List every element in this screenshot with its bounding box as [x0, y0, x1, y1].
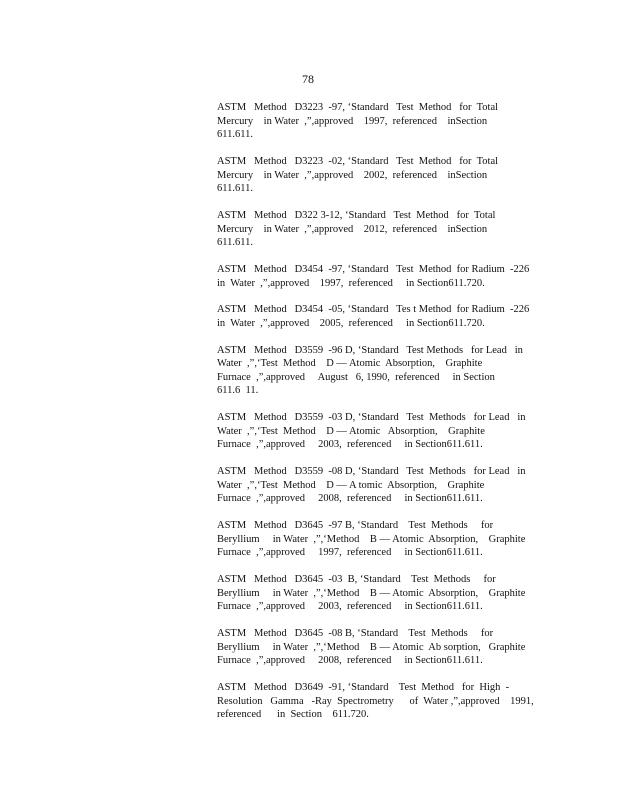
reference-line: Water ,”,‘Test Method D — A tomic Absorption, Graphite — [217, 479, 485, 491]
reference-entry — [217, 519, 545, 560]
reference-line: Beryllium in Water ,”,‘Method B — Atomic Ab sorption, Graphite — [217, 641, 526, 653]
reference-line: ASTM Method D3559 -03 D, ‘Standard Test Methods for Lead in — [217, 412, 526, 424]
reference-line: Beryllium in Water ,”,‘Method B — Atomic Absorption, Graphite — [217, 533, 526, 545]
reference-line: referenced in Section 611.720. — [217, 709, 369, 721]
reference-line: ASTM Method D3223 -02, ‘Standard Test Method for Total — [217, 155, 499, 167]
reference-entry — [217, 344, 545, 398]
reference-entry — [217, 573, 545, 614]
reference-entry — [217, 465, 545, 506]
reference-line: in Water ,”,approved 1997, referenced in Section611.720. — [217, 277, 485, 289]
reference-line: in Water ,”,approved 2005, referenced in Section611.720. — [217, 317, 485, 329]
reference-entry — [217, 155, 545, 196]
reference-line: Mercury in Water ,”,approved 2002, referenced inSection — [217, 169, 488, 181]
reference-line: ASTM Method D3559 -08 D, ‘Standard Test Methods for Lead in — [217, 466, 526, 478]
reference-entry — [217, 303, 545, 330]
reference-line: Mercury in Water ,”,approved 2012, referenced inSection — [217, 223, 488, 235]
reference-line: ASTM Method D3223 -97, ‘Standard Test Method for Total — [217, 102, 499, 113]
reference-line: ASTM Method D3454 -05, ‘Standard Tes t Method for Radium -226 — [217, 304, 530, 316]
reference-line: ASTM Method D3649 -91, ‘Standard Test Method for High - — [217, 682, 510, 694]
reference-line: Furnace ,”,approved 2003, referenced in Section611.611. — [217, 601, 483, 613]
page-number: 78 — [302, 72, 314, 86]
reference-line: Resolution Gamma -Ray Spectrometry of Water ,”,approved 1991, — [217, 695, 534, 707]
reference-line: ASTM Method D3454 -97, ‘Standard Test Method for Radium -226 — [217, 263, 530, 275]
reference-list — [217, 101, 545, 735]
reference-entry — [217, 627, 545, 668]
reference-entry — [217, 681, 545, 722]
reference-line: ASTM Method D3645 -97 B, ‘Standard Test Methods for — [217, 520, 494, 532]
reference-line: Furnace ,”,approved 1997, referenced in Section611.611. — [217, 547, 483, 559]
reference-line: Beryllium in Water ,”,‘Method B — Atomic Absorption, Graphite — [217, 587, 526, 599]
reference-line: ASTM Method D322 3-12, ‘Standard Test Method for Total — [217, 209, 496, 221]
reference-line: 611.6 11. — [217, 385, 259, 397]
reference-line: ASTM Method D3645 -03 B, ‘Standard Test Methods for — [217, 574, 496, 586]
reference-line: Furnace ,”,approved 2008, referenced in Section611.611. — [217, 493, 483, 505]
reference-line: 611.611. — [217, 183, 253, 195]
reference-line: Water ,”,‘Test Method D — Atomic Absorption, Graphite — [217, 358, 483, 370]
reference-line: 611.611. — [217, 237, 253, 249]
reference-entry — [217, 209, 545, 250]
reference-line: Water ,”,‘Test Method D — Atomic Absorption, Graphite — [217, 425, 485, 437]
reference-line: Furnace ,”,approved 2003, referenced in Section611.611. — [217, 439, 483, 451]
reference-line: Furnace ,”,approved 2008, referenced in Section611.611. — [217, 655, 483, 667]
reference-entry — [217, 263, 545, 290]
reference-line: 611.611. — [217, 129, 253, 141]
reference-entry — [217, 411, 545, 452]
reference-line: Furnace ,”,approved August 6, 1990, referenced in Section — [217, 371, 495, 383]
reference-line: ASTM Method D3559 -96 D, ‘Standard Test Methods for Lead in — [217, 344, 523, 356]
reference-line: Mercury in Water ,”,approved 1997, referenced inSection — [217, 115, 488, 127]
reference-entry — [217, 101, 545, 142]
reference-line: ASTM Method D3645 -08 B, ‘Standard Test Methods for — [217, 628, 494, 640]
